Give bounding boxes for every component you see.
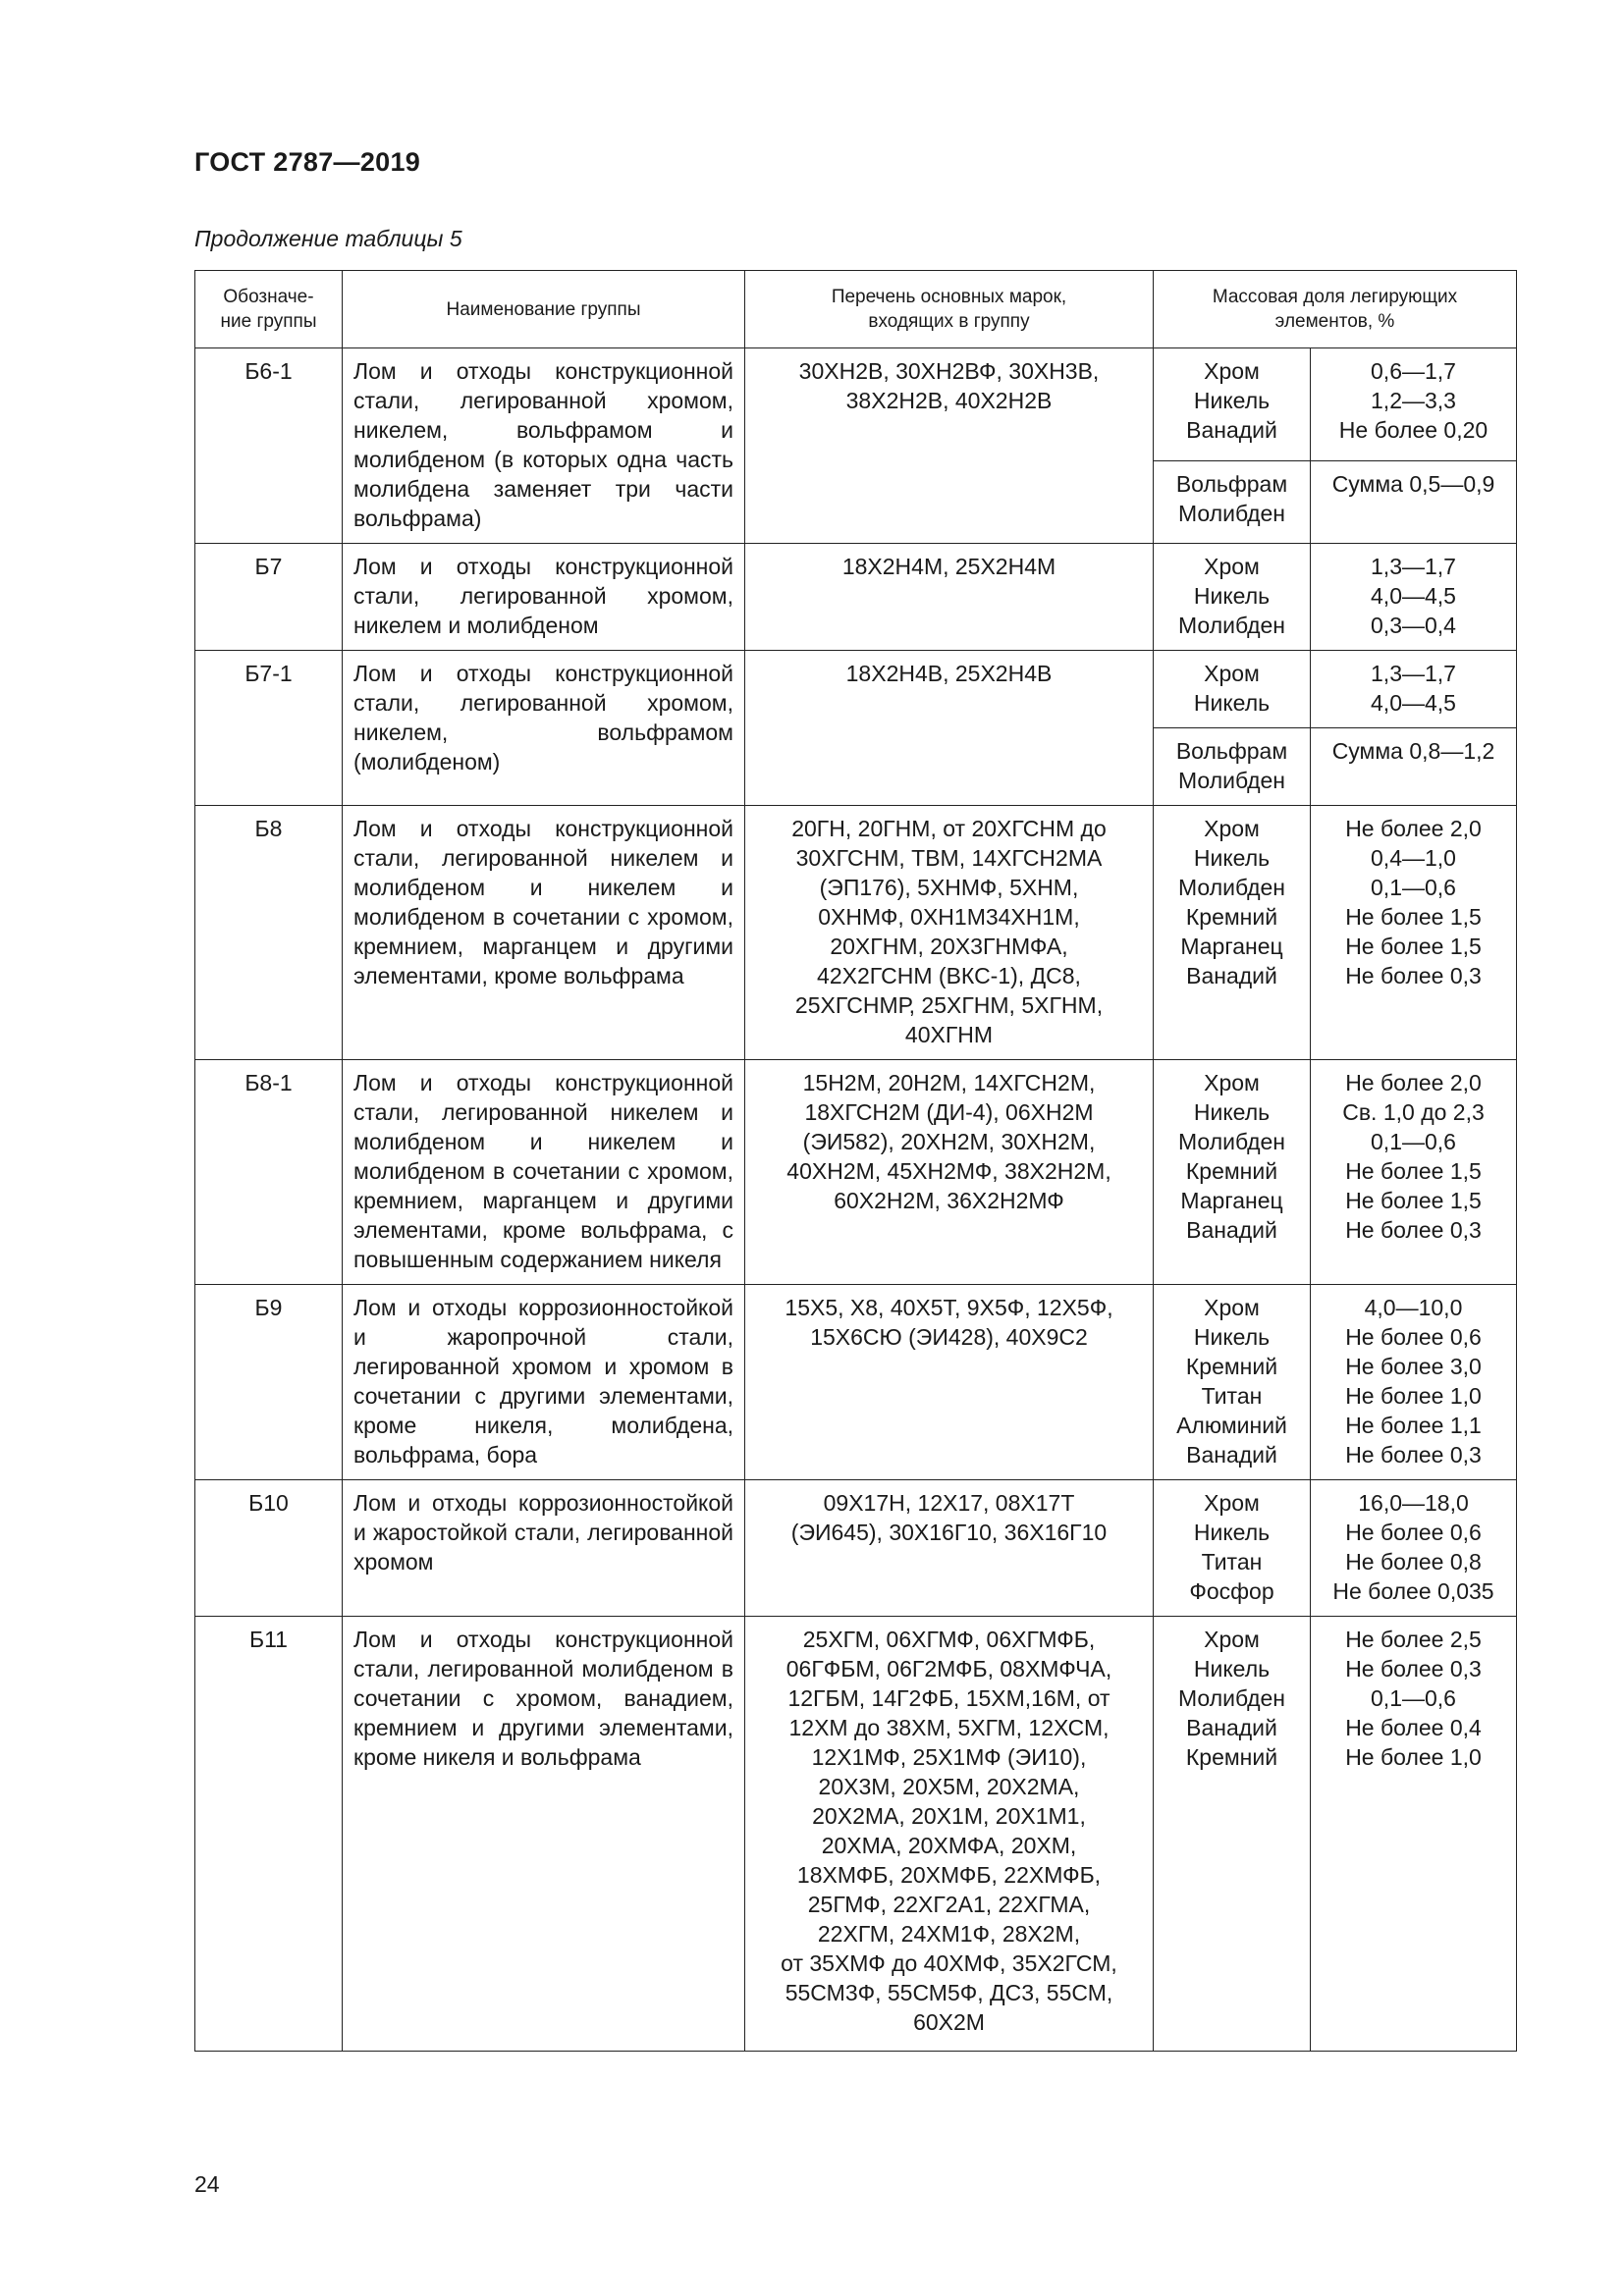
mass-fraction-value: Не более 0,3: [1345, 1442, 1482, 1468]
group-code-cell: Б8-1: [195, 1060, 343, 1285]
alloy-element: Хром: [1204, 358, 1260, 384]
group-code-cell: Б9: [195, 1285, 343, 1480]
group-code-cell: Б6-1: [195, 348, 343, 544]
grade-line: 18Х2Н4М, 25Х2Н4М: [841, 554, 1056, 579]
mass-fraction-value: 4,0—4,5: [1371, 583, 1456, 609]
alloy-element: Хром: [1204, 1070, 1260, 1095]
mass-fraction-value: 0,1—0,6: [1371, 1129, 1456, 1154]
grade-line: 20ХМА, 20ХМФА, 20ХМ,: [821, 1833, 1077, 1858]
grade-line: 60Х2Н2М, 36Х2Н2МФ: [834, 1188, 1064, 1213]
table-row: [195, 544, 1517, 651]
grade-line: 15Х6СЮ (ЭИ428), 40Х9С2: [810, 1324, 1088, 1350]
main-grades-cell: [745, 1480, 1154, 1617]
grade-line: 42Х2ГСНМ (ВКС-1), ДС8,: [817, 963, 1081, 988]
mass-fraction-value: 0,4—1,0: [1371, 845, 1456, 871]
main-grades-cell: [745, 348, 1154, 544]
mass-fraction-value: 4,0—10,0: [1364, 1295, 1463, 1320]
grade-line: 38Х2Н2В, 40Х2Н2В: [845, 388, 1053, 413]
alloy-element: Молибден: [1177, 1685, 1286, 1711]
alloy-element: Никель: [1193, 1099, 1271, 1125]
table-row: [195, 1480, 1517, 1617]
mass-fraction-value: Не более 1,1: [1345, 1413, 1482, 1438]
grade-line: 12ГБМ, 14Г2ФБ, 15ХМ,16М, от: [787, 1685, 1110, 1711]
alloy-element: Никель: [1193, 1324, 1271, 1350]
mass-fraction-value: Не более 0,3: [1345, 963, 1482, 988]
mass-fraction-value: Не более 0,6: [1345, 1520, 1482, 1545]
alloy-element: Ванадий: [1186, 417, 1277, 443]
mass-fraction-cell: [1311, 1480, 1517, 1617]
mass-fraction-value: Не более 1,5: [1345, 904, 1482, 930]
alloy-element: Марганец: [1180, 1188, 1283, 1213]
group-name-cell: Лом и отходы коррозионностойкой и жаропрочной стали, легированной хромом и хромом в сочетании с другими элементами, кроме никеля, молибдена, вольфрама, бора: [343, 1285, 745, 1480]
alloy-element: Молибден: [1177, 613, 1286, 638]
alloy-element: Молибден: [1177, 768, 1286, 793]
grade-line: 06ГФБМ, 06Г2МФБ, 08ХМФЧА,: [785, 1656, 1112, 1682]
grade-line: 09Х17Н, 12Х17, 08Х17Т: [823, 1490, 1075, 1516]
grade-line: 40ХГНМ: [904, 1022, 994, 1047]
group-code-cell: Б7-1: [195, 651, 343, 806]
alloy-element: Никель: [1193, 1656, 1271, 1682]
grade-line: 40ХН2М, 45ХН2МФ, 38Х2Н2М,: [786, 1158, 1111, 1184]
main-grades-cell: [745, 806, 1154, 1060]
mass-fraction-value: 0,1—0,6: [1371, 875, 1456, 900]
alloy-element: Кремний: [1185, 904, 1278, 930]
alloy-elements-cell: [1154, 1617, 1311, 2052]
mass-fraction-cell: [1311, 1617, 1517, 2052]
header-mass-fraction: Массовая доля легирующих элементов, %: [1154, 271, 1517, 348]
alloy-element: Алюминий: [1176, 1413, 1287, 1438]
mass-fraction-value: Не более 1,0: [1345, 1744, 1482, 1770]
alloy-elements-cell: [1154, 651, 1311, 728]
alloy-elements-cell: [1154, 461, 1311, 544]
alloy-element: Вольфрам: [1175, 471, 1288, 498]
mass-fraction-value: 1,3—1,7: [1371, 554, 1456, 579]
grade-line: 60Х2М: [913, 2009, 985, 2035]
mass-fraction-value: Не более 3,0: [1345, 1354, 1482, 1379]
mass-fraction-value: Не более 0,4: [1345, 1715, 1482, 1740]
alloy-element: Никель: [1193, 845, 1271, 871]
alloy-elements-cell: [1154, 348, 1311, 461]
mass-fraction-value: Не более 1,5: [1345, 934, 1482, 959]
mass-fraction-value: 1,3—1,7: [1371, 661, 1456, 686]
mass-fraction-value: 1,2—3,3: [1371, 388, 1456, 413]
alloy-element: Никель: [1193, 388, 1271, 413]
mass-fraction-cell: [1311, 728, 1517, 806]
document-title: ГОСТ 2787—2019: [194, 147, 421, 177]
group-name-cell: Лом и отходы конструкционной стали, легированной хромом, никелем и молибденом: [343, 544, 745, 651]
alloy-elements-cell: [1154, 544, 1311, 651]
mass-fraction-value: 0,3—0,4: [1371, 613, 1456, 638]
page-number: 24: [194, 2171, 220, 2197]
grade-line: 18ХМФБ, 20ХМФБ, 22ХМФБ,: [796, 1862, 1102, 1888]
group-name-cell: Лом и отходы коррозионностойкой и жаростойкой стали, легированной хромом: [343, 1480, 745, 1617]
mass-fraction-cell: [1311, 348, 1517, 461]
table-row: [195, 1285, 1517, 1480]
mass-fraction-cell: [1311, 806, 1517, 1060]
alloy-elements-cell: [1154, 1480, 1311, 1617]
mass-fraction-value: Сумма 0,8—1,2: [1331, 738, 1495, 764]
grade-line: 30ХГСНМ, ТВМ, 14ХГСН2МА: [795, 845, 1103, 871]
mass-fraction-value: Не более 1,5: [1345, 1188, 1482, 1213]
alloy-element: Молибден: [1177, 875, 1286, 900]
alloy-element: Титан: [1201, 1549, 1263, 1575]
alloy-element: Никель: [1193, 690, 1271, 716]
grade-line: 20Х3М, 20Х5М, 20Х2МА,: [818, 1774, 1080, 1799]
table-row: [195, 348, 1517, 461]
mass-fraction-cell: [1311, 544, 1517, 651]
group-name-cell: Лом и отходы конструкционной стали, легированной хромом, никелем, вольфрамом и молибденом (в которых одна часть молибдена заменяет три части вольфрама): [343, 348, 745, 544]
grade-line: от 35ХМФ до 40ХМФ, 35Х2ГСМ,: [781, 1950, 1117, 1976]
mass-fraction-value: Не более 2,5: [1345, 1627, 1482, 1652]
table-row: [195, 1060, 1517, 1285]
mass-fraction-value: Не более 0,3: [1345, 1217, 1482, 1243]
group-code-cell: Б10: [195, 1480, 343, 1617]
alloy-element: Титан: [1201, 1383, 1263, 1409]
mass-fraction-value: 0,6—1,7: [1371, 358, 1456, 384]
alloy-element: Ванадий: [1186, 1715, 1277, 1740]
group-name-cell: Лом и отходы конструкционной стали, легированной молибденом в сочетании с хромом, ванадием, кремнием и другими элементами, кроме никеля и вольфрама: [343, 1617, 745, 2052]
group-name-cell: Лом и отходы конструкционной стали, легированной хромом, никелем, вольфрамом (молибденом): [343, 651, 745, 806]
grade-line: 25ГМФ, 22ХГ2А1, 22ХГМА,: [807, 1892, 1091, 1917]
mass-fraction-value: Не более 0,20: [1338, 417, 1489, 443]
alloy-element: Хром: [1204, 661, 1260, 686]
main-grades-cell: [745, 1060, 1154, 1285]
mass-fraction-value: Не более 0,8: [1345, 1549, 1482, 1575]
table-row: [195, 806, 1517, 1060]
grade-line: 25ХГСНМР, 25ХГНМ, 5ХГНМ,: [794, 992, 1104, 1018]
group-name-cell: Лом и отходы конструкционной стали, легированной никелем и молибденом и никелем и молибденом в сочетании с хромом, кремнием, марганцем и другими элементами, кроме вольфрама: [343, 806, 745, 1060]
alloy-element: Марганец: [1180, 934, 1283, 959]
alloy-element: Хром: [1204, 1295, 1260, 1320]
grade-line: 18Х2Н4В, 25Х2Н4В: [845, 661, 1053, 686]
mass-fraction-value: Св. 1,0 до 2,3: [1342, 1099, 1485, 1125]
grade-line: 25ХГМ, 06ХГМФ, 06ХГМФБ,: [802, 1627, 1096, 1652]
alloy-element: Молибден: [1177, 501, 1286, 527]
grade-line: (ЭИ645), 30Х16Г10, 36Х16Г10: [790, 1520, 1108, 1545]
mass-fraction-value: 0,1—0,6: [1371, 1685, 1456, 1711]
mass-fraction-value: Не более 1,5: [1345, 1158, 1482, 1184]
grade-line: 20ГН, 20ГНМ, от 20ХГСНМ до: [791, 816, 1107, 841]
alloy-element: Фосфор: [1189, 1578, 1274, 1604]
grade-line: 30ХН2В, 30ХН2ВФ, 30ХН3В,: [798, 358, 1100, 384]
alloy-element: Хром: [1204, 1627, 1260, 1652]
alloy-element: Ванадий: [1186, 1442, 1277, 1468]
alloy-element: Хром: [1204, 1490, 1260, 1516]
grade-line: 20ХГНМ, 20Х3ГНМФА,: [830, 934, 1068, 959]
grade-line: 0ХНМФ, 0ХН1М34ХН1М,: [818, 904, 1080, 930]
mass-fraction-value: Не более 0,6: [1345, 1324, 1482, 1350]
mass-fraction-cell: [1311, 651, 1517, 728]
main-grades-cell: [745, 651, 1154, 806]
alloy-elements-cell: [1154, 1060, 1311, 1285]
alloy-element: Ванадий: [1186, 963, 1277, 988]
alloy-elements-cell: [1154, 728, 1311, 806]
grade-line: 12ХМ до 38ХМ, 5ХГМ, 12ХСМ,: [788, 1715, 1110, 1740]
mass-fraction-value: Не более 2,0: [1345, 816, 1482, 841]
grade-line: 15Н2М, 20Н2М, 14ХГСН2М,: [802, 1070, 1096, 1095]
header-main-grades: Перечень основных марок, входящих в группу: [745, 271, 1154, 348]
alloy-elements-cell: [1154, 1285, 1311, 1480]
table-header-row: [195, 271, 1517, 348]
alloy-element: Никель: [1193, 1520, 1271, 1545]
grade-line: 20Х2МА, 20Х1М, 20Х1М1,: [812, 1803, 1086, 1829]
alloy-element: Вольфрам: [1175, 738, 1288, 764]
alloy-element: Хром: [1204, 554, 1260, 579]
grade-line: 12Х1МФ, 25Х1МФ (ЭИ10),: [811, 1744, 1087, 1770]
mass-fraction-value: 16,0—18,0: [1358, 1490, 1469, 1516]
alloy-element: Молибден: [1177, 1129, 1286, 1154]
alloy-element: Кремний: [1185, 1158, 1278, 1184]
mass-fraction-cell: [1311, 461, 1517, 544]
alloy-element: Ванадий: [1186, 1217, 1277, 1243]
mass-fraction-value: 4,0—4,5: [1371, 690, 1456, 716]
table-caption: Продолжение таблицы 5: [194, 226, 462, 251]
grade-line: 22ХГМ, 24ХМ1Ф, 28Х2М,: [817, 1921, 1081, 1947]
table-row: [195, 651, 1517, 728]
mass-fraction-value: Сумма 0,5—0,9: [1331, 471, 1495, 498]
alloy-element: Кремний: [1185, 1354, 1278, 1379]
main-grades-cell: [745, 1617, 1154, 2052]
mass-fraction-cell: [1311, 1285, 1517, 1480]
grade-line: (ЭП176), 5ХНМФ, 5ХНМ,: [819, 875, 1079, 900]
main-grades-cell: [745, 544, 1154, 651]
mass-fraction-value: Не более 0,3: [1345, 1656, 1482, 1682]
steel-groups-table: [194, 270, 1517, 2052]
table-row: [195, 1617, 1517, 2052]
mass-fraction-value: Не более 0,035: [1332, 1578, 1494, 1604]
mass-fraction-cell: [1311, 1060, 1517, 1285]
group-name-cell: Лом и отходы конструкционной стали, легированной никелем и молибденом и никелем и молибденом в сочетании с хромом, кремнием, марганцем и другими элементами, кроме вольфрама, с повышенным содержанием никеля: [343, 1060, 745, 1285]
alloy-element: Хром: [1204, 816, 1260, 841]
group-code-cell: Б7: [195, 544, 343, 651]
group-code-cell: Б11: [195, 1617, 343, 2052]
mass-fraction-value: Не более 1,0: [1345, 1383, 1482, 1409]
header-group-code: Обозначе- ние группы: [195, 271, 343, 348]
main-grades-cell: [745, 1285, 1154, 1480]
grade-line: 55СМ3Ф, 55СМ5Ф, ДС3, 55СМ,: [785, 1980, 1113, 2005]
mass-fraction-value: Не более 2,0: [1345, 1070, 1482, 1095]
group-code-cell: Б8: [195, 806, 343, 1060]
alloy-element: Никель: [1193, 583, 1271, 609]
alloy-element: Кремний: [1185, 1744, 1278, 1770]
grade-line: 18ХГСН2М (ДИ-4), 06ХН2М: [804, 1099, 1094, 1125]
header-group-name: Наименование группы: [343, 271, 745, 348]
grade-line: (ЭИ582), 20ХН2М, 30ХН2М,: [802, 1129, 1096, 1154]
grade-line: 15Х5, Х8, 40Х5Т, 9Х5Ф, 12Х5Ф,: [785, 1295, 1113, 1320]
alloy-elements-cell: [1154, 806, 1311, 1060]
